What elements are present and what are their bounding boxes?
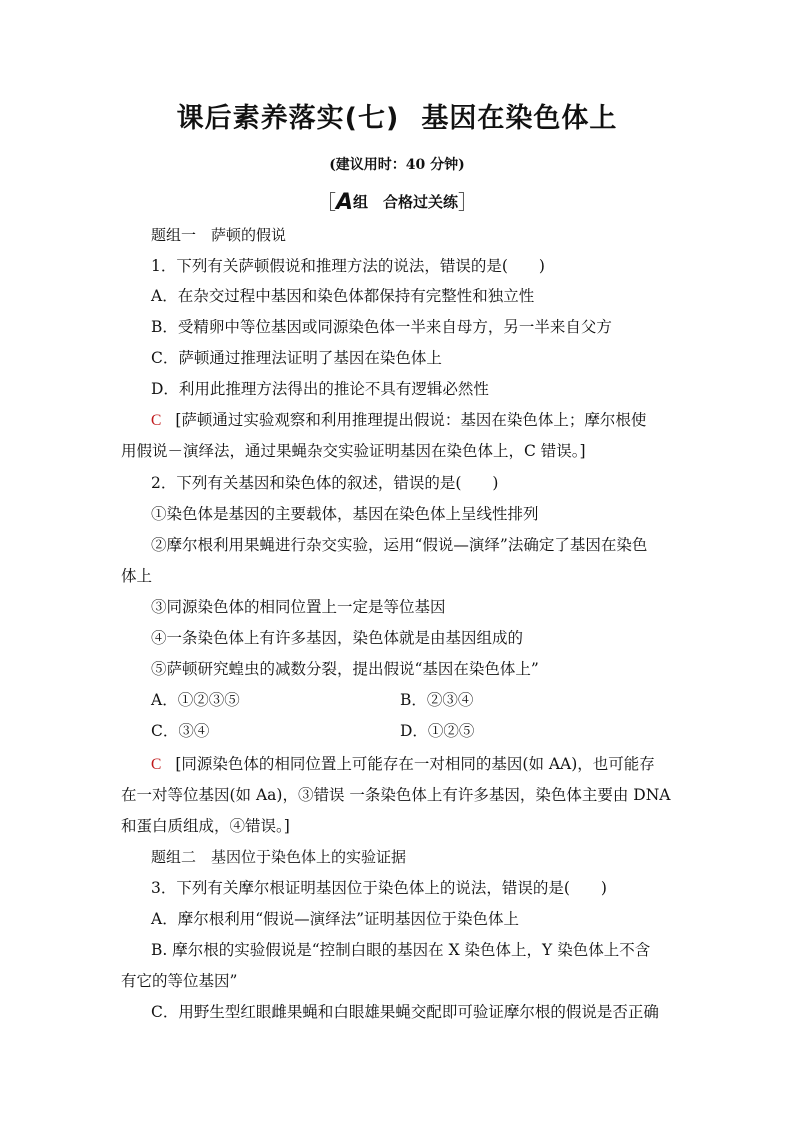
q2-option-b: B．②③④ [400, 691, 474, 709]
title-part2: 基因在染色体上 [421, 103, 618, 134]
suggested-time: (建议用时：40 分钟) [329, 157, 465, 173]
q1-explanation-line1 [151, 410, 646, 431]
q1-explanation-text1: [萨顿通过实验观察和利用推理提出假说：基因在染色体上；摩尔根使 [175, 411, 647, 429]
q3-option-b: B. 摩尔根的实验假说是“控制白眼的基因在 X 染色体上，Y 染色体上不含 [151, 941, 651, 959]
q3-stem: 3．下列有关摩尔根证明基因位于染色体上的说法，错误的是( ) [151, 879, 607, 897]
group-header [0, 186, 794, 215]
q2-option-a: A．①②③⑤ [151, 691, 240, 709]
q1-option-b: B．受精卵中等位基因或同源染色体一半来自母方，另一半来自父方 [151, 318, 612, 336]
q2-option-d: D．①②⑤ [400, 722, 475, 740]
group-label: 组 [352, 193, 368, 211]
q1-answer: C [151, 412, 162, 429]
q2-explanation-line3: 和蛋白质组成，④错误。] [121, 817, 290, 835]
q1-option-d: D．利用此推理方法得出的推论不具有逻辑必然性 [151, 380, 489, 398]
q2-explanation-text1: [同源染色体的相同位置上可能存在一对相同的基因(如 AA)，也可能存 [175, 755, 655, 773]
q3-option-b-cont: 有它的等位基因” [121, 972, 238, 990]
bracket-open: ［ [315, 190, 336, 214]
q3-option-a: A．摩尔根利用“假说—演绎法”证明基因位于染色体上 [151, 910, 520, 928]
q1-explanation-line2: 用假说－演绎法，通过果蝇杂交实验证明基因在染色体上，C 错误。] [121, 442, 586, 460]
q2-statement-5: ⑤萨顿研究蝗虫的减数分裂，提出假说“基因在染色体上” [151, 660, 539, 678]
section-heading-2: 题组二 基因位于染色体上的实验证据 [151, 848, 407, 866]
q2-explanation-line1 [151, 754, 655, 775]
q2-statement-4: ④一条染色体上有许多基因，染色体就是由基因组成的 [151, 629, 524, 647]
q2-statement-2: ②摩尔根利用果蝇进行杂交实验，运用“假说—演绎”法确定了基因在染色 [151, 536, 648, 554]
group-letter: A [335, 190, 353, 215]
q3-option-c: C．用野生型红眼雌果蝇和白眼雄果蝇交配即可验证摩尔根的假说是否正确 [151, 1003, 659, 1021]
section-heading-1: 题组一 萨顿的假说 [151, 226, 287, 244]
q1-option-a: A．在杂交过程中基因和染色体都保持有完整性和独立性 [151, 287, 535, 305]
q2-statement-2-cont: 体上 [121, 567, 153, 585]
q2-answer: C [151, 756, 162, 773]
q2-explanation-line2: 在一对等位基因(如 Aa)，③错误 一条染色体上有许多基因，染色体主要由 DNA [121, 786, 671, 804]
bracket-close: ］ [458, 190, 479, 214]
group-name: 合格过关练 [383, 193, 459, 211]
q2-option-c: C．③④ [151, 722, 210, 740]
title-part1: 课后素养落实(七) [176, 103, 400, 134]
page-title [0, 96, 794, 135]
q1-stem: 1．下列有关萨顿假说和推理方法的说法，错误的是( ) [151, 257, 545, 275]
q1-option-c: C．萨顿通过推理法证明了基因在染色体上 [151, 349, 442, 367]
q2-statement-3: ③同源染色体的相同位置上一定是等位基因 [151, 598, 446, 616]
q2-statement-1: ①染色体是基因的主要载体，基因在染色体上呈线性排列 [151, 505, 539, 523]
q2-stem: 2．下列有关基因和染色体的叙述，错误的是( ) [151, 474, 499, 492]
